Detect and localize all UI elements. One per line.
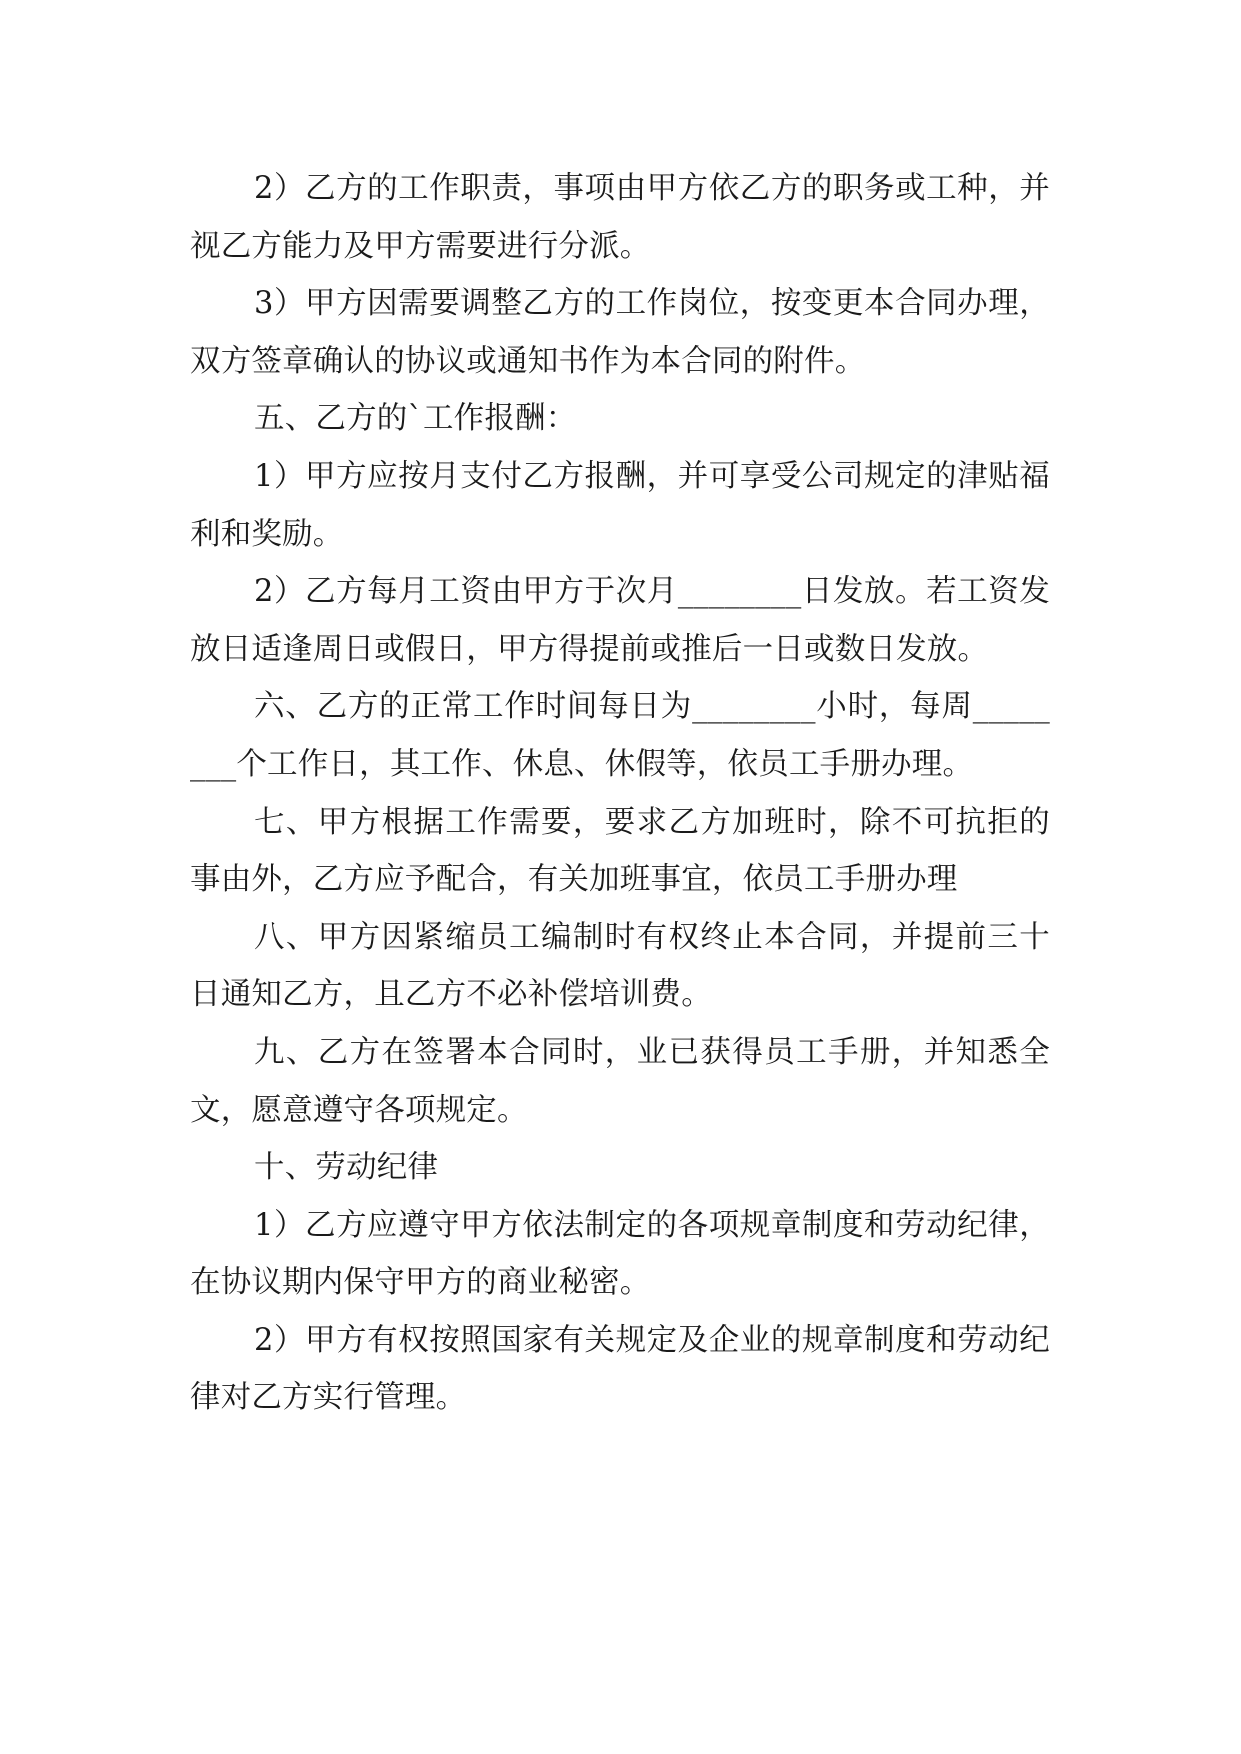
heading-labor-discipline: 十、劳动纪律 <box>254 1150 439 1186</box>
paragraph-termination: 八、甲方因紧缩员工编制时有权终止本合同，并提前三十日通知乙方，且乙方不必补偿培训费。 <box>190 919 1050 1013</box>
heading-remuneration: 五、乙方的`工作报酬： <box>254 401 577 437</box>
document-body <box>190 160 1050 1427</box>
paragraph-position-change: 3）甲方因需要调整乙方的工作岗位，按变更本合同办理，双方签章确认的协议或通知书作为本合同的附件。 <box>190 286 1050 379</box>
paragraph-monthly-pay: 1）甲方应按月支付乙方报酬，并可享受公司规定的津贴福利和奖励。 <box>190 458 1050 552</box>
paragraph-working-hours: 六、乙方的正常工作时间每日为________小时，每周________个工作日，其工作、休息、休假等，依员工手册办理。 <box>190 689 1050 782</box>
paragraph-discipline-compliance: 1）乙方应遵守甲方依法制定的各项规章制度和劳动纪律，在协议期内保守甲方的商业秘密。 <box>190 1207 1050 1301</box>
paragraph-overtime: 七、甲方根据工作需要，要求乙方加班时，除不可抗拒的事由外，乙方应予配合，有关加班事宜，依员工手册办理 <box>190 804 1050 898</box>
paragraph-management-rights: 2）甲方有权按照国家有关规定及企业的规章制度和劳动纪律对乙方实行管理。 <box>190 1322 1050 1416</box>
paragraph-duty-assignment: 2）乙方的工作职责，事项由甲方依乙方的职务或工种，并视乙方能力及甲方需要进行分派。 <box>190 171 1050 264</box>
paragraph-employee-handbook: 九、乙方在签署本合同时，业已获得员工手册，并知悉全文，愿意遵守各项规定。 <box>190 1034 1050 1128</box>
paragraph-payday: 2）乙方每月工资由甲方于次月________日发放。若工资发放日适逢周日或假日，甲方得提前或推后一日或数日发放。 <box>190 574 1050 667</box>
